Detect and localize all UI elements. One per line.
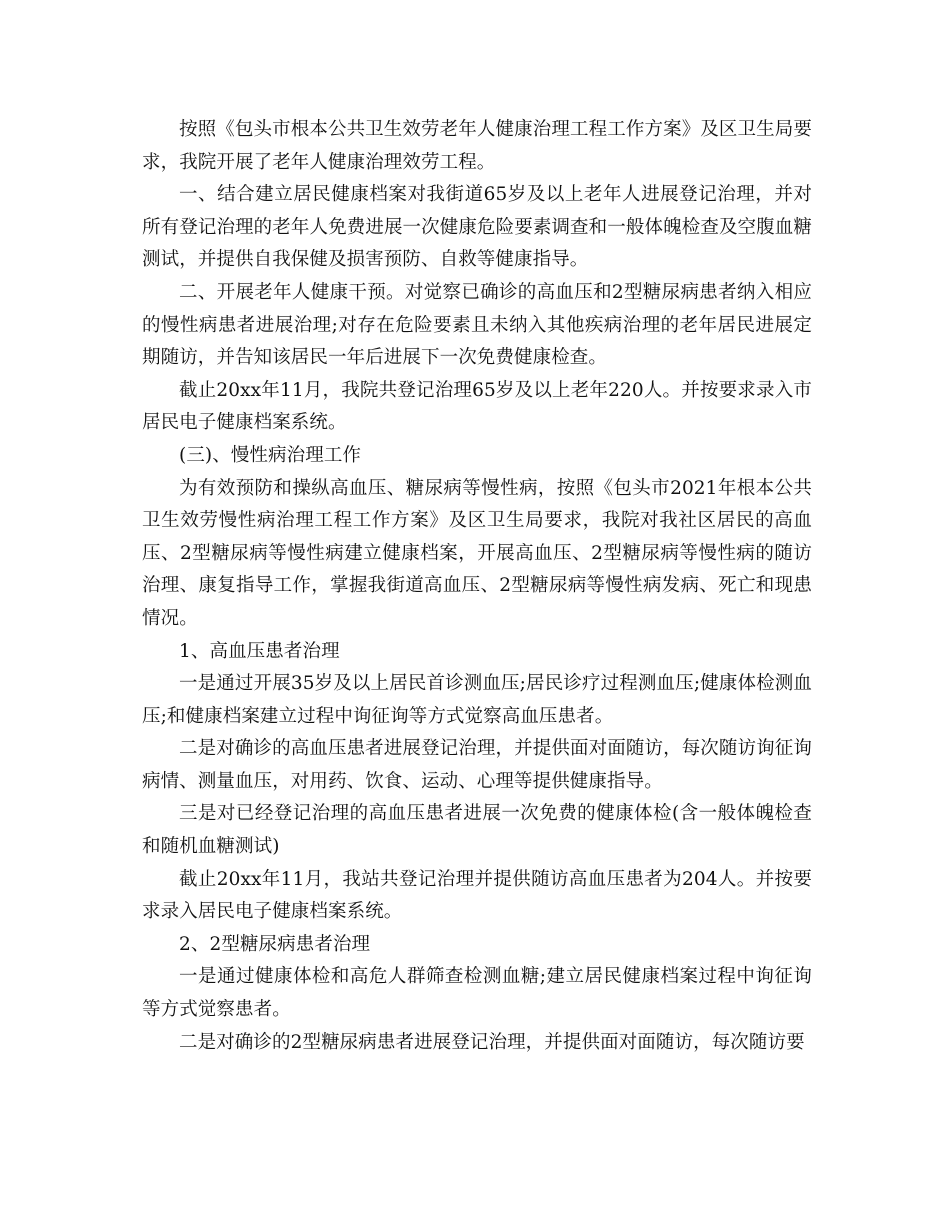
paragraph-intro: 按照《包头市根本公共卫生效劳老年人健康治理工程工作方案》及区卫生局要求，我院开展了老年人健康治理效劳工程。 (142, 119, 812, 173)
paragraph-hypertension-screening: 一是通过开展35岁及以上居民首诊测血压;居民诊疗过程测血压;健康体检测血压;和健康档案建立过程中询征询等方式觉察高血压患者。 (142, 673, 812, 727)
paragraph-elderly-count: 截止20xx年11月，我院共登记治理65岁及以上老年220人。并按要求录入市居民电子健康档案系统。 (142, 379, 812, 434)
paragraph-hypertension-count: 截止20xx年11月，我站共登记治理并提供随访高血压患者为204人。并按要求录入居民电子健康档案系统。 (142, 868, 812, 923)
subheading-hypertension: 1、高血压患者治理 (179, 640, 340, 662)
paragraph-chronic-disease-overview: 为有效预防和操纵高血压、糖尿病等慢性病，按照《包头市2021年根本公共卫生效劳慢性病治理工程工作方案》及区卫生局要求，我院对我社区居民的高血压、2型糖尿病等慢性病建立健康档案，开展高血压、2型糖尿病等慢性病的随访治理、康复指导工作，掌握我街道高血压、2型糖尿病等慢性病发病、死亡和现患情况。 (142, 477, 812, 629)
subheading-diabetes: 2、2型糖尿病患者治理 (179, 933, 371, 955)
paragraph-hypertension-checkup: 三是对已经登记治理的高血压患者进展一次免费的健康体检(含一般体魄检查和随机血糖测试) (142, 803, 812, 858)
paragraph-elderly-intervention: 二、开展老年人健康干预。对觉察已确诊的高血压和2型糖尿病患者纳入相应的慢性病患者进展治理;对存在危险要素且未纳入其他疾病治理的老年居民进展定期随访，并告知该居民一年后进展下一次免费健康检查。 (142, 281, 812, 369)
paragraph-elderly-registration: 一、结合建立居民健康档案对我街道65岁及以上老年人进展登记治理，并对所有登记治理的老年人免费进展一次健康危险要素调查和一般体魄检查及空腹血糖测试，并提供自我保健及损害预防、自救等健康指导。 (142, 184, 812, 271)
paragraph-diabetes-followup: 二是对确诊的2型糖尿病患者进展登记治理，并提供面对面随访，每次随访要 (179, 1031, 805, 1053)
section-heading-chronic-disease: (三)、慢性病治理工作 (179, 444, 362, 466)
paragraph-diabetes-screening: 一是通过健康体检和高危人群筛查检测血糖;建立居民健康档案过程中询征询等方式觉察患者。 (142, 966, 812, 1021)
paragraph-hypertension-followup: 二是对确诊的高血压患者进展登记治理，并提供面对面随访，每次随访询征询病情、测量血压，对用药、饮食、运动、心理等提供健康指导。 (142, 738, 812, 792)
document-body (142, 114, 812, 1059)
